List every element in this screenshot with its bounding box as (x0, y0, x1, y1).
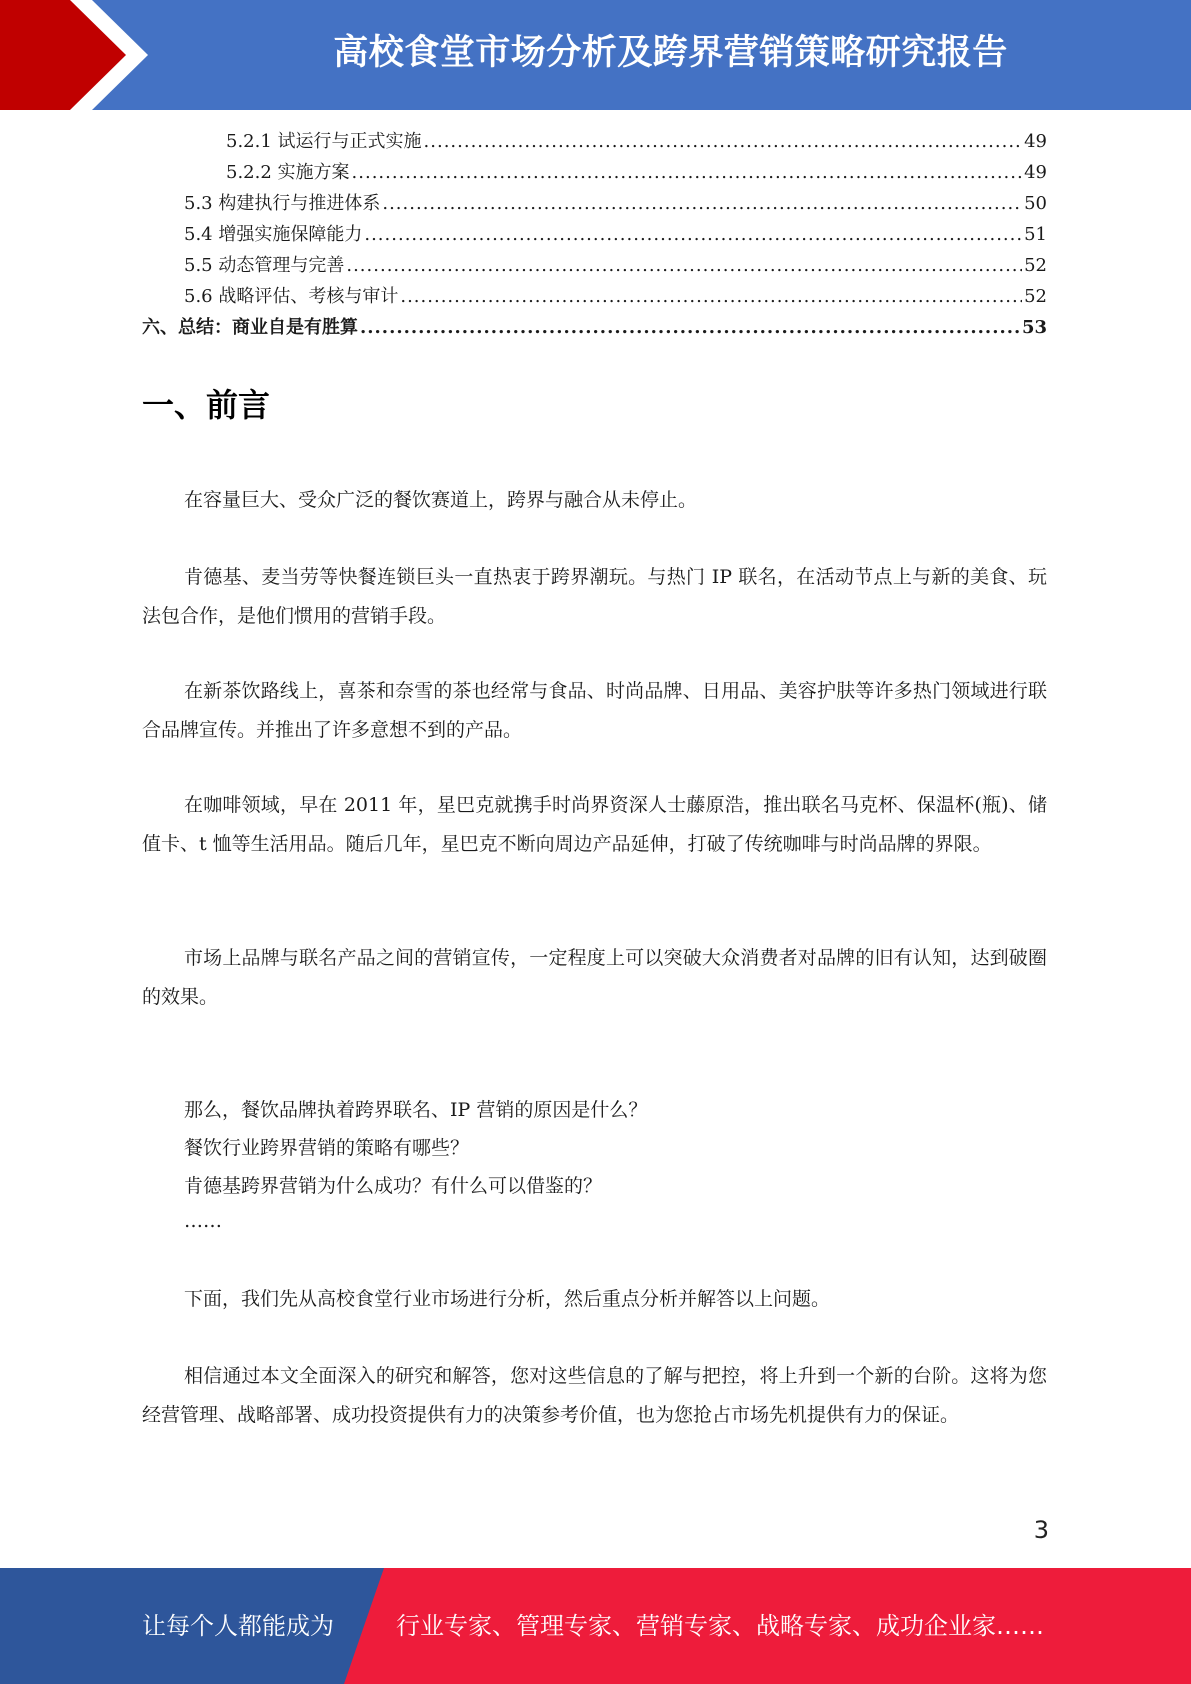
report-title: 高校食堂市场分析及跨界营销策略研究报告 (333, 33, 1008, 73)
toc-entry-label: 5.2.2 实施方案 (226, 162, 350, 183)
toc-entry-page: 49 (1024, 162, 1047, 183)
body-paragraph: 在咖啡领域，早在 2011 年，星巴克就携手时尚界资深人士藤原浩，推出联名马克杯、保温杯(瓶)、储值卡、t 恤等生活用品。随后几年，星巴克不断向周边产品延伸，打破了传统咖啡与时尚品牌的界限。 (142, 794, 1047, 855)
toc-entry-label: 5.2.1 试运行与正式实施 (226, 131, 422, 152)
question-line: 那么，餐饮品牌执着跨界联名、IP 营销的原因是什么？ (184, 1099, 648, 1121)
toc-entry-label: 5.6 战略评估、考核与审计 (184, 286, 399, 307)
toc-entry-page: 53 (1021, 317, 1047, 338)
page-number: 3 (1033, 1516, 1049, 1544)
footer-slogan-left: 让每个人都能成为 (142, 1612, 334, 1640)
toc-entry[interactable] (142, 157, 1047, 188)
body-paragraph: 肯德基、麦当劳等快餐连锁巨头一直热衷于跨界潮玩。与热门 IP 联名，在活动节点上与新的美食、玩法包合作，是他们惯用的营销手段。 (142, 566, 1047, 627)
toc-entry[interactable] (142, 250, 1047, 281)
toc-entry-page: 51 (1024, 224, 1047, 245)
toc-entry-label: 5.4 增强实施保障能力 (184, 224, 363, 245)
body-paragraph: 下面，我们先从高校食堂行业市场进行分析，然后重点分析并解答以上问题。 (184, 1288, 831, 1310)
toc-dot-leader (400, 281, 1022, 312)
toc-dot-leader (352, 157, 1023, 188)
toc-entry[interactable] (142, 219, 1047, 250)
toc-entry[interactable] (142, 126, 1047, 157)
toc-entry-page: 49 (1024, 131, 1047, 152)
toc-dot-leader (364, 219, 1022, 250)
toc-entry-label: 5.3 构建执行与推进体系 (184, 193, 381, 214)
toc-entry[interactable] (142, 188, 1047, 219)
question-line: 肯德基跨界营销为什么成功？有什么可以借鉴的？ (184, 1175, 603, 1197)
ellipsis-line: …… (184, 1210, 222, 1232)
section-heading: 一、前言 (142, 386, 271, 424)
toc-entry[interactable] (142, 312, 1047, 343)
footer-slogan-right: 行业专家、管理专家、营销专家、战略专家、成功企业家…… (396, 1612, 1044, 1640)
toc-entry-page: 50 (1024, 193, 1047, 214)
header-band (0, 0, 1191, 110)
header-arrow-decoration (0, 0, 160, 110)
body-paragraph: 在新茶饮路线上，喜茶和奈雪的茶也经常与食品、时尚品牌、日用品、美容护肤等许多热门领域进行联合品牌宣传。并推出了许多意想不到的产品。 (142, 680, 1047, 741)
toc-entry-page: 52 (1024, 286, 1047, 307)
toc-dot-leader (382, 188, 1022, 219)
footer-band (0, 1568, 1191, 1684)
toc-dot-leader (360, 312, 1020, 343)
toc-entry-label: 5.5 动态管理与完善 (184, 255, 345, 276)
table-of-contents (142, 126, 1047, 343)
body-paragraph: 市场上品牌与联名产品之间的营销宣传，一定程度上可以突破大众消费者对品牌的旧有认知，达到破圈的效果。 (142, 947, 1047, 1008)
toc-dot-leader (346, 250, 1022, 281)
question-line: 餐饮行业跨界营销的策略有哪些？ (184, 1137, 470, 1159)
toc-dot-leader (424, 126, 1023, 157)
body-paragraph: 相信通过本文全面深入的研究和解答，您对这些信息的了解与把控，将上升到一个新的台阶。这将为您经营管理、战略部署、成功投资提供有力的决策参考价值，也为您抢占市场先机提供有力的保证。 (142, 1365, 1047, 1426)
toc-entry[interactable] (142, 281, 1047, 312)
body-paragraph: 在容量巨大、受众广泛的餐饮赛道上，跨界与融合从未停止。 (184, 489, 698, 511)
toc-entry-label: 六、总结：商业自是有胜算 (142, 317, 358, 338)
toc-entry-page: 52 (1024, 255, 1047, 276)
